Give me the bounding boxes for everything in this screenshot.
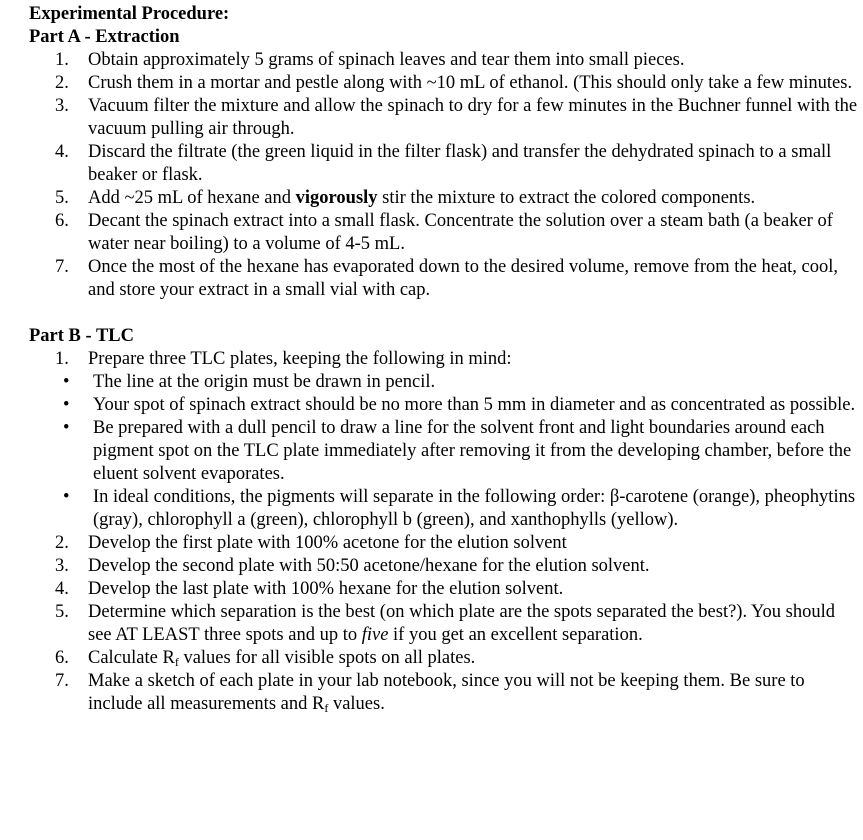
list-item (29, 670, 863, 716)
list-item (29, 141, 863, 187)
step-number: 3. (55, 96, 69, 116)
part-a-steps (29, 49, 863, 302)
part-b-steps (29, 348, 863, 371)
step-text-post: values. (328, 694, 385, 714)
part-b-heading: Part B - TLC (29, 326, 135, 346)
part-b-steps-continued (29, 532, 863, 716)
bullet-icon: • (63, 372, 70, 392)
bullet-text: Your spot of spinach extract should be no more than 5 mm in diameter and as concentrated as possible. (93, 395, 856, 415)
step-number: 6. (55, 648, 69, 668)
step-number: 1. (55, 349, 69, 369)
list-item (29, 601, 863, 647)
step-number: 5. (55, 602, 69, 622)
step-number: 2. (55, 73, 69, 93)
list-item (29, 555, 863, 578)
bullet-text: In ideal conditions, the pigments will separate in the following order: β-carotene (orange), pheophytins (gray), chlorophyll a (green), chlorophyll b (green), and xanthophylls (yellow). (93, 487, 856, 530)
step-text-post: values for all visible spots on all plates. (178, 648, 476, 668)
step-number: 4. (55, 579, 69, 599)
list-item (29, 49, 863, 72)
step-number: 4. (55, 142, 69, 162)
bullet-item (29, 417, 863, 486)
bullet-item (29, 486, 863, 532)
list-item (29, 532, 863, 555)
bullet-icon: • (63, 395, 70, 415)
list-item (29, 256, 863, 302)
step-text-pre: Add ~25 mL of hexane and (88, 188, 296, 208)
step-text: Prepare three TLC plates, keeping the following in mind: (88, 349, 512, 369)
step-text: Discard the filtrate (the green liquid in the filter flask) and transfer the dehydrated spinach to a small beaker or flask. (88, 142, 832, 185)
list-item (29, 95, 863, 141)
bullet-item (29, 394, 863, 417)
section-spacer (29, 302, 863, 325)
step-text-pre: Calculate R (88, 648, 175, 668)
bullet-text: Be prepared with a dull pencil to draw a line for the solvent front and light boundaries around each pigment spot on the TLC plate immediately after removing it from the developing chamber, before the eluent solvent evaporates. (93, 418, 852, 484)
step-text: Crush them in a mortar and pestle along with ~10 mL of ethanol. (This should only take a few minutes. (88, 73, 853, 93)
list-item (29, 210, 863, 256)
step-number: 6. (55, 211, 69, 231)
step-text: Once the most of the hexane has evaporated down to the desired volume, remove from the heat, cool, and store your extract in a small vial with cap. (88, 257, 839, 300)
list-item (29, 578, 863, 601)
step-number: 1. (55, 50, 69, 70)
step-text: Obtain approximately 5 grams of spinach leaves and tear them into small pieces. (88, 50, 685, 70)
emphasis-italic: five (361, 625, 389, 645)
bullet-text: The line at the origin must be drawn in pencil. (93, 372, 436, 392)
step-text-pre: Make a sketch of each plate in your lab notebook, since you will not be keeping them. Be sure to include all measurements and R (88, 671, 805, 714)
step-text: Develop the second plate with 50:50 acetone/hexane for the elution solvent. (88, 556, 650, 576)
subscript-f: f (174, 655, 179, 669)
list-item (29, 187, 863, 210)
step-text-post: if you get an excellent separation. (388, 625, 643, 645)
page-title: Experimental Procedure: (29, 4, 230, 24)
step-number: 7. (55, 671, 69, 691)
emphasis-bold: vigorously (295, 188, 378, 208)
step-text: Vacuum filter the mixture and allow the spinach to dry for a few minutes in the Buchner funnel with the vacuum pulling air through. (88, 96, 858, 139)
step-text-pre: Determine which separation is the best (on which plate are the spots separated the best?). You should see AT LEAST three spots and up to (88, 602, 836, 645)
list-item (29, 72, 863, 95)
bullet-icon: • (63, 418, 70, 438)
subscript-f: f (324, 701, 329, 715)
step-number: 5. (55, 188, 69, 208)
step-text-post: stir the mixture to extract the colored components. (377, 188, 756, 208)
step-text: Develop the last plate with 100% hexane for the elution solvent. (88, 579, 564, 599)
step-number: 3. (55, 556, 69, 576)
tlc-prep-bullets (29, 371, 863, 532)
step-text: Develop the first plate with 100% acetone for the elution solvent (88, 533, 567, 553)
part-a-heading: Part A - Extraction (29, 27, 180, 47)
list-item (29, 348, 863, 371)
list-item (29, 647, 863, 670)
step-number: 2. (55, 533, 69, 553)
bullet-item (29, 371, 863, 394)
bullet-icon: • (63, 487, 70, 507)
step-text: Decant the spinach extract into a small flask. Concentrate the solution over a steam bath (a beaker of water near boiling) to a volume of 4-5 mL. (88, 211, 833, 254)
step-number: 7. (55, 257, 69, 277)
